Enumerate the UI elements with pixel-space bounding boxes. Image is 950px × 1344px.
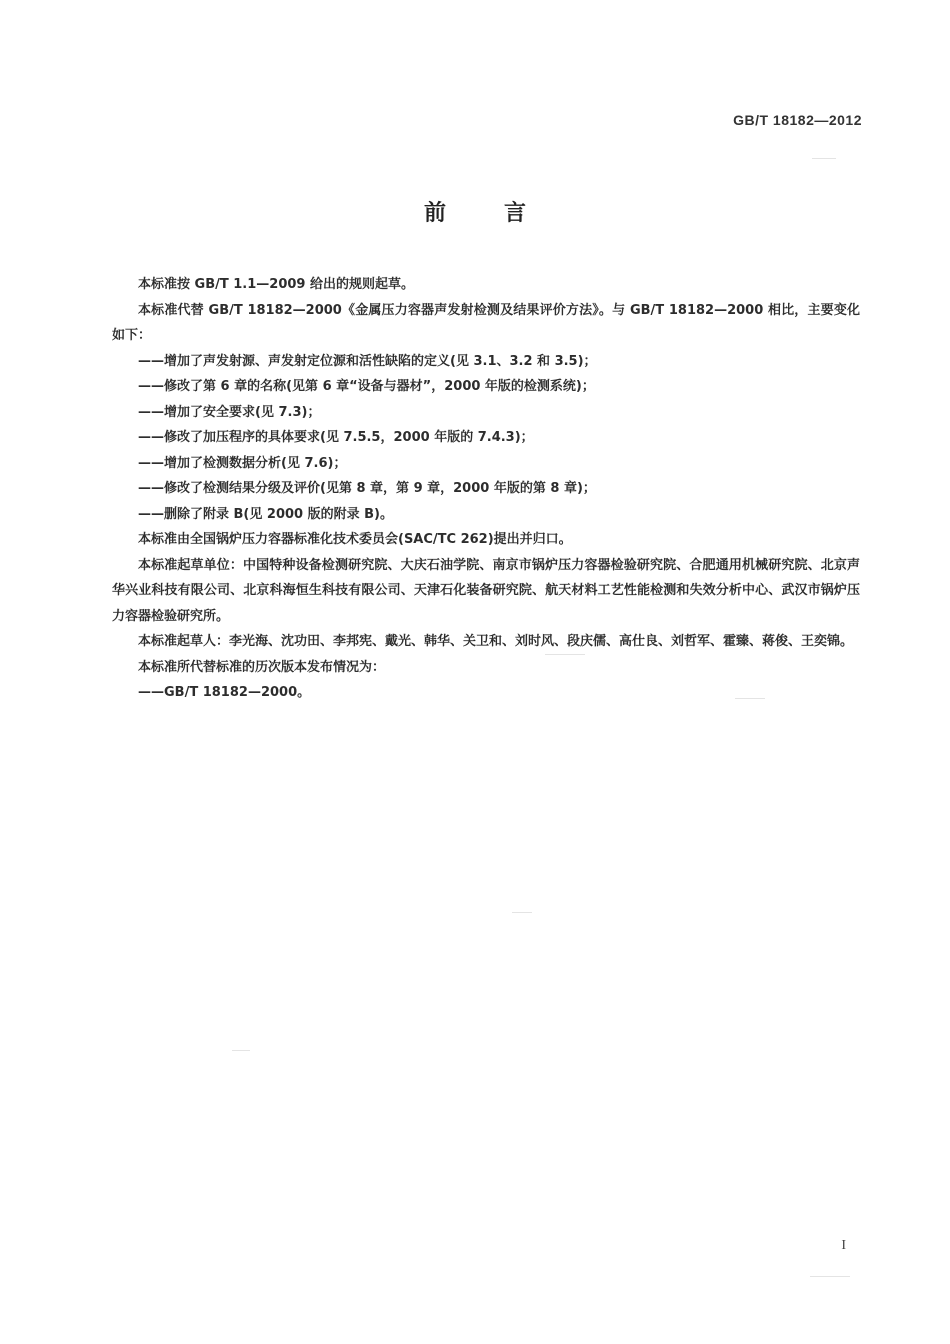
scan-speck bbox=[735, 698, 765, 699]
paragraph-proposer: 本标准由全国锅炉压力容器标准化技术委员会(SAC/TC 262)提出并归口。 bbox=[138, 532, 572, 547]
change-item: ——增加了安全要求(见 7.3)； bbox=[138, 404, 321, 420]
scan-speck bbox=[545, 654, 585, 655]
paragraph-drafting-units: 本标准起草单位：中国特种设备检测研究院、大庆石油学院、南京市锅炉压力容器检验研究院、合肥通用机械研究院、北京声华兴业科技有限公司、北京科海恒生科技有限公司、天津石化装备研究院、航天材料工艺性能检测和失效分析中心、武汉市锅炉压力容器检验研究所。 bbox=[112, 557, 860, 624]
change-item: ——修改了检测结果分级及评价(见第 8 章，第 9 章，2000 年版的第 8 章)； bbox=[138, 481, 596, 496]
change-item: ——增加了检测数据分析(见 7.6)； bbox=[138, 455, 347, 471]
change-item: ——修改了第 6 章的名称(见第 6 章“设备与器材”，2000 年版的检测系统)； bbox=[138, 379, 595, 394]
scan-speck bbox=[810, 1276, 850, 1277]
change-item: ——增加了声发射源、声发射定位源和活性缺陷的定义(见 3.1、3.2 和 3.5)； bbox=[138, 353, 597, 369]
change-item: ——修改了加压程序的具体要求(见 7.5.5，2000 年版的 7.4.3)； bbox=[138, 430, 534, 445]
scan-speck bbox=[512, 912, 532, 913]
paragraph-replaces: 本标准代替 GB/T 18182—2000《金属压力容器声发射检测及结果评价方法》。与 GB/T 18182—2000 相比，主要变化如下： bbox=[112, 302, 860, 343]
scan-speck bbox=[812, 158, 836, 159]
standard-number: GB/T 18182—2012 bbox=[733, 112, 862, 128]
scan-speck bbox=[232, 1050, 250, 1051]
paragraph-drafters: 本标准起草人：李光海、沈功田、李邦宪、戴光、韩华、关卫和、刘时风、段庆儒、高仕良、刘哲军、霍臻、蒋俊、王奕锦。 bbox=[138, 634, 854, 649]
page-number: I bbox=[841, 1238, 846, 1253]
page-title: 前言 bbox=[423, 201, 584, 226]
change-item: ——删除了附录 B(见 2000 版的附录 B)。 bbox=[138, 506, 393, 522]
paragraph-drafting-rules: 本标准按 GB/T 1.1—2009 给出的规则起草。 bbox=[138, 277, 414, 292]
history-item: ——GB/T 18182—2000。 bbox=[138, 685, 311, 700]
foreword-body bbox=[112, 272, 860, 706]
paragraph-history: 本标准所代替标准的历次版本发布情况为： bbox=[138, 659, 386, 675]
